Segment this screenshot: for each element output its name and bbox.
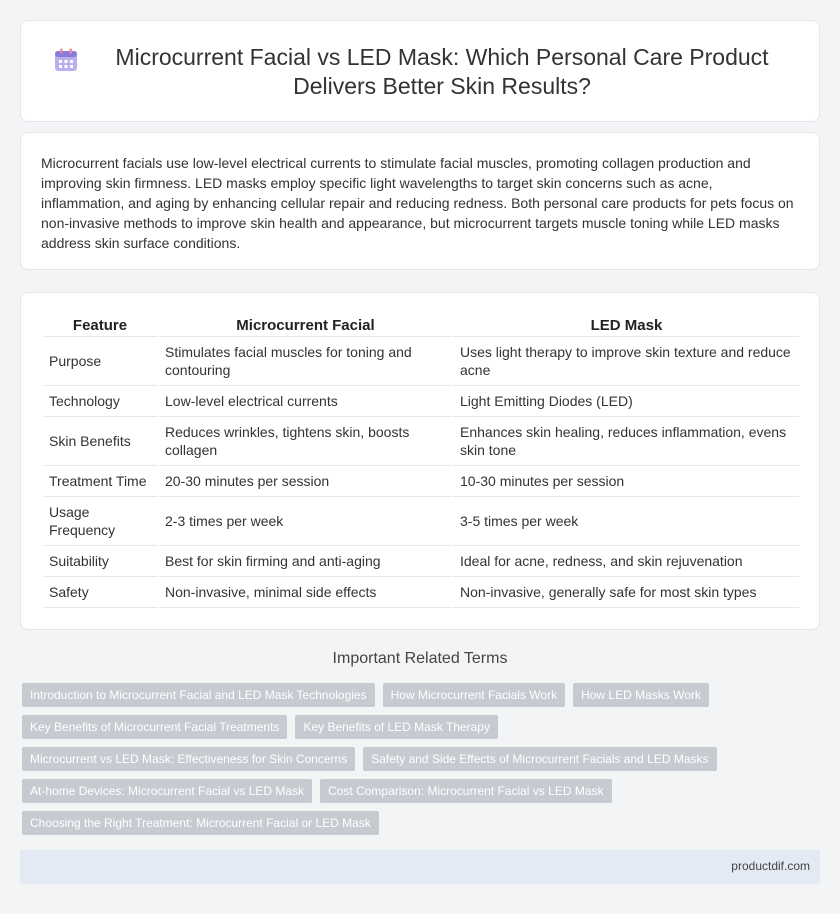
footer-site-name[interactable]: productdif.com [731, 859, 810, 873]
intro-card [20, 132, 820, 270]
related-term-tag[interactable]: Introduction to Microcurrent Facial and LED Mask Technologies [22, 683, 375, 707]
feature-cell: Suitability [43, 546, 158, 577]
header-card [20, 20, 820, 122]
table-row [43, 337, 799, 386]
related-term-tag[interactable]: Choosing the Right Treatment: Microcurrent Facial or LED Mask [22, 811, 379, 835]
intro-paragraph: Microcurrent facials use low-level electrical currents to stimulate facial muscles, promoting collagen production and improving skin firmness. LED masks employ specific light wavelengths to target skin concerns such as acne, inflammation, and aging by enhancing cellular repair and reducing redness. Both personal care products for pets focus on non-invasive methods to improve skin health and appearance, but microcurrent targets muscle toning while LED masks address skin surface conditions. [41, 155, 794, 251]
microcurrent-cell: Low-level electrical currents [158, 386, 453, 417]
related-term-tag[interactable]: Safety and Side Effects of Microcurrent Facials and LED Masks [363, 747, 716, 771]
related-term-tag[interactable]: Microcurrent vs LED Mask: Effectiveness for Skin Concerns [22, 747, 355, 771]
related-term-tag[interactable]: How Microcurrent Facials Work [383, 683, 565, 707]
related-terms-heading: Important Related Terms [332, 650, 508, 667]
related-term-tag[interactable]: Key Benefits of LED Mask Therapy [295, 715, 498, 739]
table-row [43, 546, 799, 577]
related-term-tag[interactable]: How LED Masks Work [573, 683, 709, 707]
led-mask-cell: Uses light therapy to improve skin texture and reduce acne [453, 337, 799, 386]
microcurrent-cell: Non-invasive, minimal side effects [158, 577, 453, 608]
comparison-card [20, 292, 820, 630]
table-row [43, 466, 799, 497]
table-row [43, 497, 799, 546]
footer [20, 850, 820, 884]
table-header-row [43, 313, 799, 337]
table-row [43, 386, 799, 417]
led-mask-cell: Light Emitting Diodes (LED) [453, 386, 799, 417]
led-mask-cell: Non-invasive, generally safe for most skin types [453, 577, 799, 608]
microcurrent-cell: 20-30 minutes per session [158, 466, 453, 497]
feature-cell: Skin Benefits [43, 417, 158, 466]
calendar-icon [53, 47, 79, 73]
feature-cell: Purpose [43, 337, 158, 386]
page-title: Microcurrent Facial vs LED Mask: Which Personal Care Product Delivers Better Skin Results? [115, 44, 769, 99]
related-term-tag[interactable]: Key Benefits of Microcurrent Facial Treatments [22, 715, 287, 739]
led-mask-cell: 3-5 times per week [453, 497, 799, 546]
column-header-microcurrent: Microcurrent Facial [158, 313, 453, 337]
led-mask-cell: 10-30 minutes per session [453, 466, 799, 497]
comparison-table [43, 313, 799, 608]
feature-cell: Safety [43, 577, 158, 608]
column-header-led-mask: LED Mask [453, 313, 799, 337]
related-term-tag[interactable]: Cost Comparison: Microcurrent Facial vs LED Mask [320, 779, 611, 803]
feature-cell: Technology [43, 386, 158, 417]
microcurrent-cell: 2-3 times per week [158, 497, 453, 546]
title-wrap [21, 43, 819, 101]
table-row [43, 577, 799, 608]
feature-cell: Usage Frequency [43, 497, 158, 546]
led-mask-cell: Enhances skin healing, reduces inflammation, evens skin tone [453, 417, 799, 466]
column-header-feature: Feature [43, 313, 158, 337]
feature-cell: Treatment Time [43, 466, 158, 497]
related-term-tag[interactable]: At-home Devices: Microcurrent Facial vs LED Mask [22, 779, 312, 803]
microcurrent-cell: Stimulates facial muscles for toning and contouring [158, 337, 453, 386]
table-row [43, 417, 799, 466]
microcurrent-cell: Best for skin firming and anti-aging [158, 546, 453, 577]
related-terms-tags [22, 683, 812, 843]
led-mask-cell: Ideal for acne, redness, and skin rejuvenation [453, 546, 799, 577]
microcurrent-cell: Reduces wrinkles, tightens skin, boosts collagen [158, 417, 453, 466]
